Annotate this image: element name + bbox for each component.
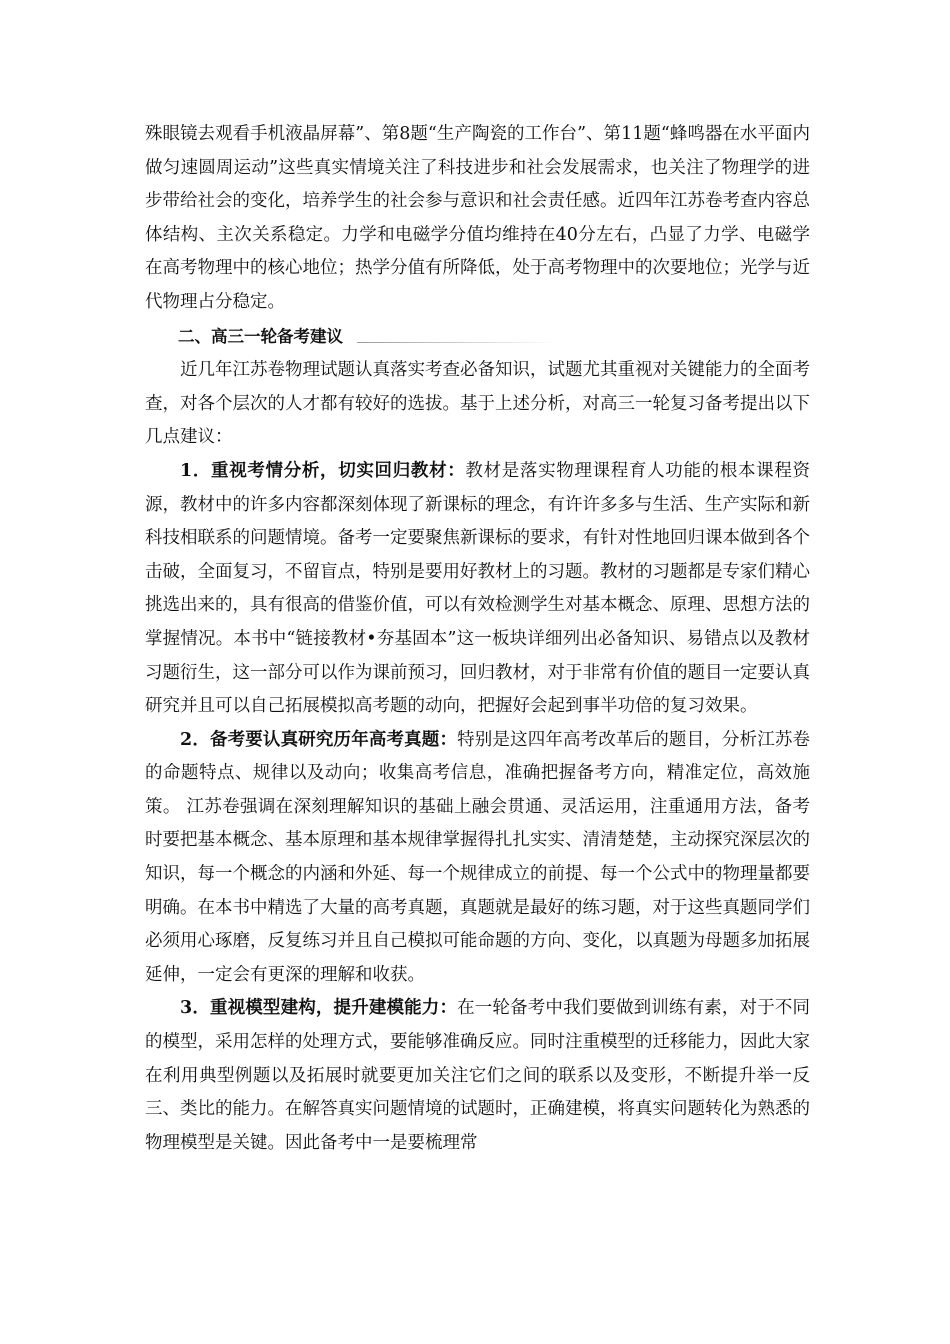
section-heading: 二、高三一轮备考建议 <box>178 326 343 346</box>
suggestion-1-text: 教材是落实物理课程育人功能的根本课程资源，教材中的许多内容都深刻体现了新课标的理念，有许许多多与生活、生产实际和新科技相联系的问题情境。备考一定要聚焦新课标的要求，有针对性地回归课本做到各个击破，全面复习，不留盲点，特别是要用好教材上的习题。教材的习题都是专家们精心挑选出来的，具有很高的借鉴价值，可以有效检测学生对基本概念、原理、思想方法的掌握情况。本书中“链接教材•夯基固本”这一板块详细列出必备知识、易错点以及教材习题衍生，这一部分可以作为课前预习，回归教材，对于非常有价值的题目一定要认真研究并且可以自己拓展模拟高考题的动向，把握好会起到事半功倍的复习效果。 <box>145 460 810 717</box>
suggestion-2-text: 特别是这四年高考改革后的题目，分析江苏卷的命题特点、规律以及动向；收集高考信息，准确把握备考方向，精准定位，高效施策。 江苏卷强调在深刻理解知识的基础上融会贯通、灵活运用，注重通用方法，备考时要把基本概念、基本原理和基本规律掌握得扎扎实实、清清楚楚，主动探究深层次的知识，每一个概念的内涵和外延、每一个规律成立的前提、每一个公式中的物理量都要明确。在本书中精选了大量的高考真题，真题就是最好的练习题，对于这些真题同学们必须用心琢磨，反复练习并且自己模拟可能命题的方向、变化，以真题为母题多加拓展延伸，一定会有更深的理解和收获。 <box>145 729 810 985</box>
paragraph-suggestion-3 <box>145 992 810 1160</box>
document-body <box>145 118 810 1160</box>
paragraph-continuation: 殊眼镜去观看手机液晶屏幕”、第8题“生产陶瓷的工作台”、第11题“蜂鸣器在水平面内做匀速圆周运动”这些真实情境关注了科技进步和社会发展需求，也关注了物理学的进步带给社会的变化，培养学生的社会参与意识和社会责任感。近四年江苏卷考查内容总体结构、主次关系稳定。力学和电磁学分值均维持在40分左右，凸显了力学、电磁学在高考物理中的核心地位；热学分值有所降低，处于高考物理中的次要地位；光学与近代物理占分稳定。 <box>145 124 810 312</box>
suggestion-3-text: 在一轮备考中我们要做到训练有素，对于不同的模型，采用怎样的处理方式，要能够准确反应。同时注重模型的迁移能力，因此大家在利用典型例题以及拓展时就要更加关注它们之间的联系以及变形，不断提升举一反三、类比的能力。在解答真实问题情境的试题时，正确建模，将真实问题转化为熟悉的物理模型是关键。因此备考中一是要梳理常 <box>145 998 810 1153</box>
paragraph-suggestion-1 <box>145 455 810 724</box>
suggestion-3-title: 3．重视模型建构，提升建模能力： <box>180 998 458 1019</box>
suggestion-1-title: 1．重视考情分析，切实回归教材： <box>180 460 466 481</box>
heading-underline-decoration <box>357 342 557 343</box>
suggestion-2-title: 2．备考要认真研究历年高考真题： <box>180 729 458 750</box>
paragraph-intro: 近几年江苏卷物理试题认真落实考查必备知识，试题尤其重视对关键能力的全面考查，对各个层次的人才都有较好的选拔。基于上述分析，对高三一轮复习备考提出以下几点建议： <box>145 360 810 448</box>
paragraph-suggestion-2 <box>145 724 810 993</box>
section-heading-container <box>145 320 810 355</box>
